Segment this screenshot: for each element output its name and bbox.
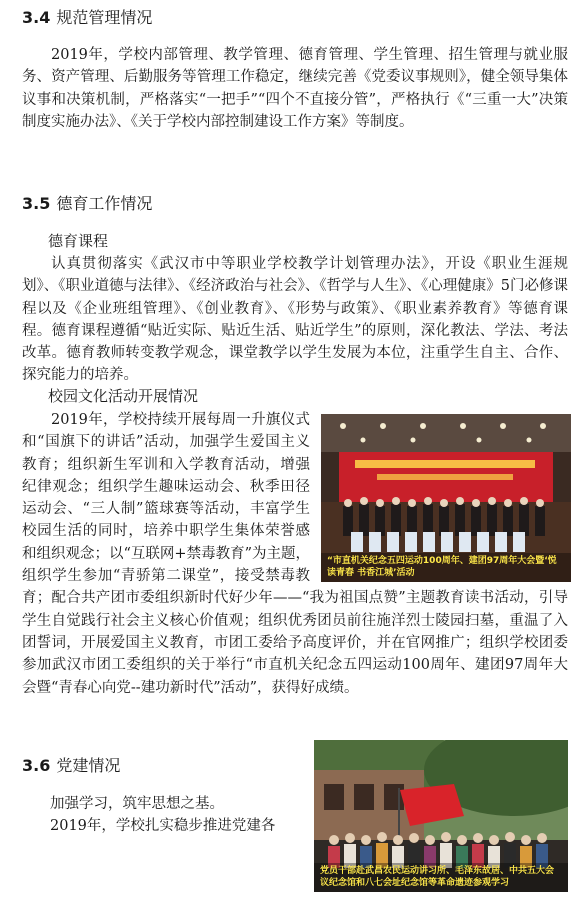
section-number: 3.4 xyxy=(22,8,51,27)
subsection-paragraph: 认真贯彻落实《武汉市中等职业学校教学计划管理办法》，开设《职业生涯规划》、《职业道德与法律》、《经济政治与社会》、《哲学与人生》、《心理健康》5门必修课程以及《企业班组管理》、《创业教育》、《形势与政策》、《职业素养教育》等德育课程。德育课程遵循“贴近实际、贴近生活、贴近学生”的原则，深化教法、学法、考法改革。德育教师转变教学观念，课堂教学以学生发展为本位，注重学生自主、合作、探究能力的培养。 xyxy=(22,256,568,384)
subsection-title-campus-culture: 校园文化活动开展情况 xyxy=(48,387,199,405)
section-paragraph: 2019年，学校内部管理、教学管理、德育管理、学生管理、招生管理与就业服务、资产管理、后勤服务等管理工作稳定，继续完善《党委议事规则》，健全领导集体议事和决策机制，严格落实“一把手”“四个不直接分管”，严格执行《“三重一大”决策制度实施办法》、《关于学校内部控制建设工作方案》等制度。 xyxy=(22,47,568,130)
campus-culture-text-wrap xyxy=(22,409,568,715)
section-title: 德育工作情况 xyxy=(56,194,153,213)
section-heading-3-4 xyxy=(22,8,152,28)
section-title: 规范管理情况 xyxy=(56,8,153,27)
section-title: 党建情况 xyxy=(56,756,121,775)
section-paragraph-line: 2019年，学校扎实稳步推进党建各 xyxy=(50,818,276,834)
section-heading-3-5 xyxy=(22,194,152,214)
section-heading-3-6 xyxy=(22,756,120,776)
section-number: 3.6 xyxy=(22,756,51,775)
photo-caption: 党员干部赴武昌农民运动讲习所、毛泽东故居、中共五大会议纪念馆和八七会址纪念馆等革命遗迹参观学习 xyxy=(314,863,568,892)
photo-caption: “市直机关纪念五四运动100周年、建团97周年大会暨‘悦读青春 书香江城’活动 xyxy=(321,553,571,582)
subsection-title-moral-course: 德育课程 xyxy=(48,232,109,250)
section-paragraph-line: 加强学习，筑牢思想之基。 xyxy=(50,796,224,812)
subsection-paragraph: 2019年，学校持续开展每周一升旗仪式和“国旗下的讲话”活动，加强学生爱国主义教育；组织新生军训和入学教育活动，增强纪律观念；组织学生趣味运动会、秋季田径运动会、“三人制”篮球赛等活动，丰富学生校园生活的同时，培养中职学生集体荣誉感和组织观念；以“互联网+禁毒教育”为主题，组织学生参加“青骄第二课堂”，接受禁毒教育；配合共产团市委组织新时代好少年——“我为祖国点赞”主题教育读书活动，引导学生自觉践行社会主义核心价值观；组织优秀团员前往施洋烈士陵园扫墓，重温了入团誓词，开展爱国主义教育，市团工委给予高度评价，并在官网推广；组织学校团委参加武汉市团工委组织的关于举行“市直机关纪念五四运动100周年、建团97周年大会暨“青春心向党--建功新时代”活动”，获得好成绩。 xyxy=(22,412,568,696)
section-number: 3.5 xyxy=(22,194,51,213)
party-visit-photo xyxy=(314,740,568,892)
